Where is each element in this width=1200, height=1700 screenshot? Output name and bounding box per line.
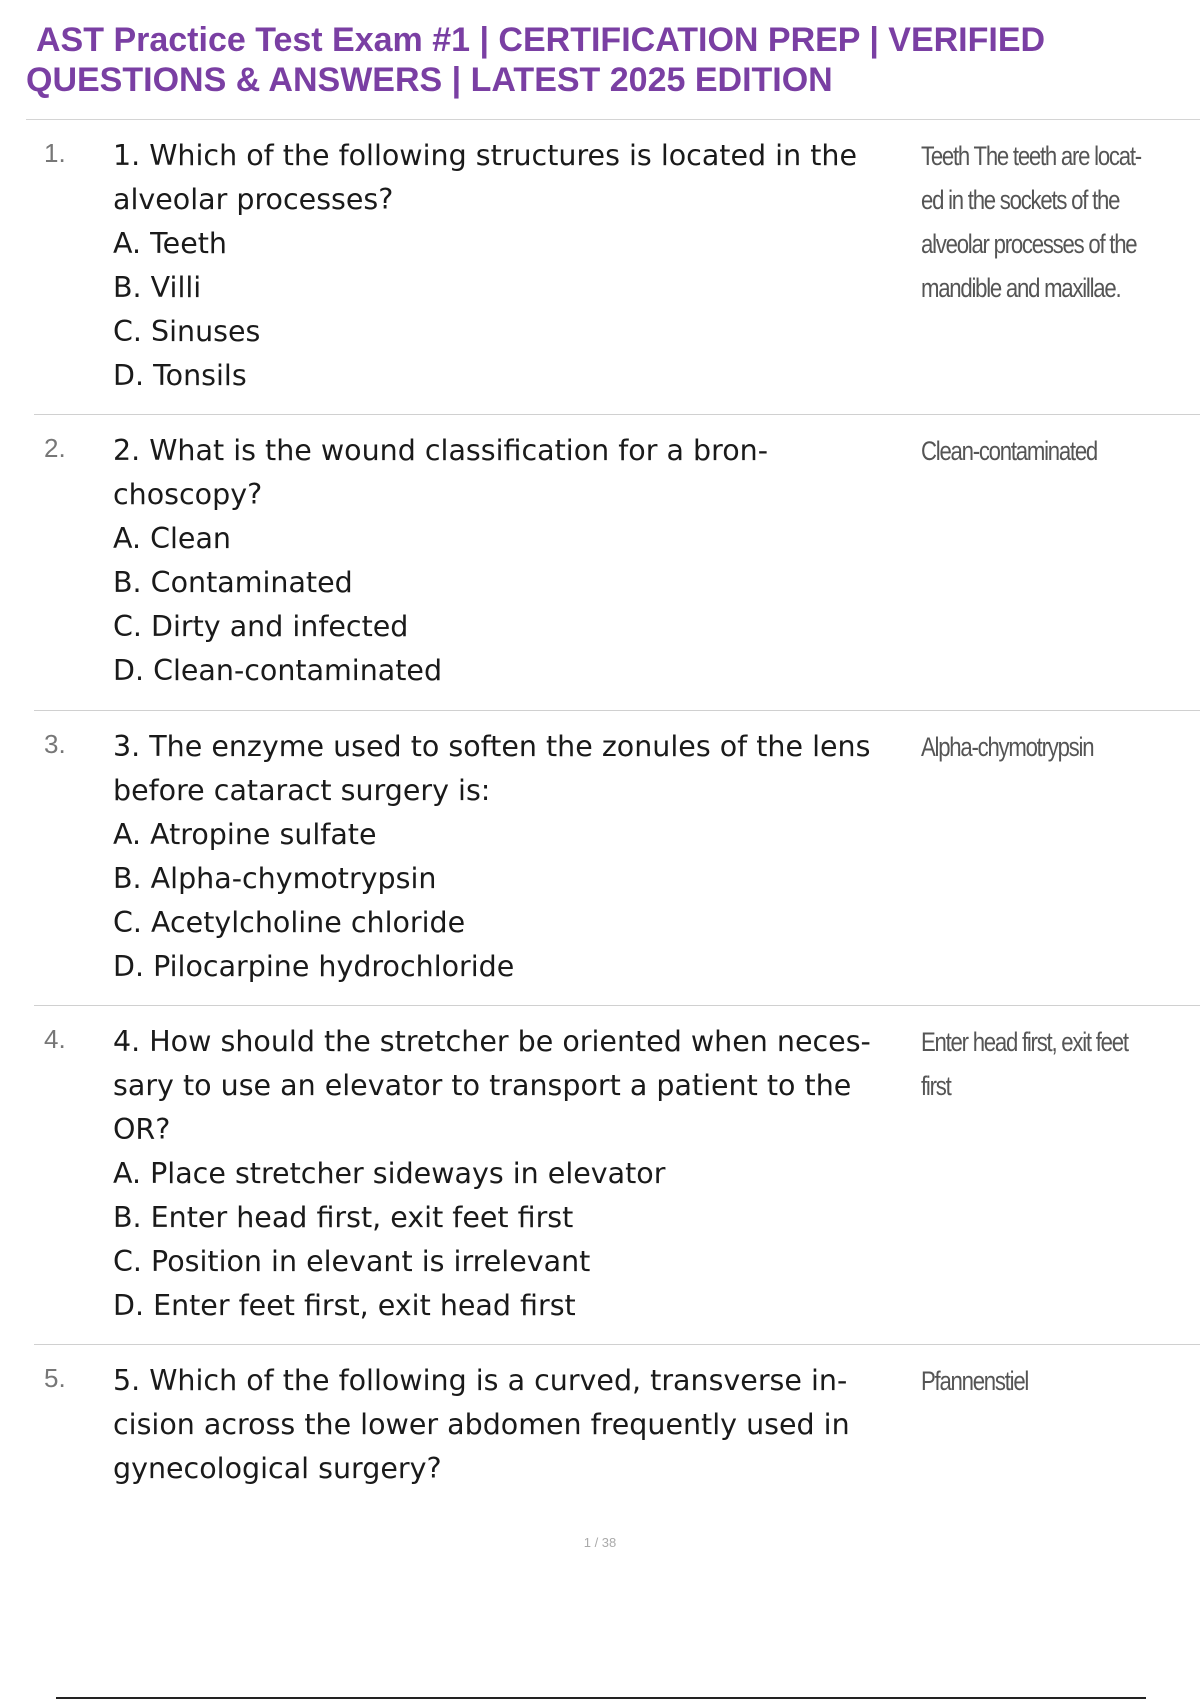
answer-explanation: [921, 725, 1200, 769]
answer-option: D. Enter feet first, exit head first: [113, 1289, 576, 1322]
question-text: alveolar processes?: [113, 183, 394, 216]
question-row: [34, 1345, 1200, 1505]
question-body: [113, 1020, 938, 1328]
answer-option: A. Clean: [113, 522, 231, 555]
question-text: OR?: [113, 1113, 171, 1146]
answer-option: D. Tonsils: [113, 359, 247, 392]
answer-line: alveolar processes of the: [921, 229, 1137, 259]
question-text: 1. Which of the following structures is located in the: [113, 139, 857, 172]
question-number: 2.: [44, 433, 66, 463]
answer-line: Enter head first, exit feet: [921, 1027, 1128, 1057]
question-row: [34, 1006, 1200, 1345]
question-row: [34, 415, 1200, 711]
question-number: 4.: [44, 1024, 66, 1054]
document-title: [26, 20, 1176, 100]
answer-line: Alpha-chymotrypsin: [921, 732, 1094, 762]
question-text: before cataract surgery is:: [113, 774, 491, 807]
question-number: 5.: [44, 1363, 66, 1393]
answer-option: C. Acetylcholine chloride: [113, 906, 466, 939]
question-list: [0, 120, 1200, 1505]
answer-option: C. Position in elevant is irrelevant: [113, 1245, 591, 1278]
question-text: gynecological surgery?: [113, 1452, 442, 1485]
question-text: choscopy?: [113, 478, 263, 511]
question-body: [113, 134, 938, 398]
answer-explanation: [921, 1020, 1200, 1108]
title-line: AST Practice Test Exam #1 | CERTIFICATION PREP | VERIFIED: [36, 21, 1046, 59]
question-text: 5. Which of the following is a curved, transverse in-: [113, 1364, 848, 1397]
question-text: cision across the lower abdomen frequently used in: [113, 1408, 850, 1441]
question-text: 4. How should the stretcher be oriented when neces-: [113, 1025, 871, 1058]
question-body: [113, 1359, 938, 1491]
question-body: [113, 429, 938, 693]
page-number: 1 / 38: [583, 1535, 617, 1550]
answer-option: A. Atropine sulfate: [113, 818, 377, 851]
question-text: 2. What is the wound classification for a bron-: [113, 434, 769, 467]
question-text: sary to use an elevator to transport a patient to the: [113, 1069, 852, 1102]
answer-option: B. Villi: [113, 271, 202, 304]
answer-option: C. Dirty and infected: [113, 610, 409, 643]
answer-option: B. Enter head first, exit feet first: [113, 1201, 574, 1234]
answer-explanation: [921, 134, 1200, 310]
answer-option: A. Place stretcher sideways in elevator: [113, 1157, 666, 1190]
answer-line: Clean-contaminated: [921, 436, 1098, 466]
answer-explanation: [921, 429, 1200, 473]
answer-line: Pfannenstiel: [921, 1366, 1029, 1396]
answer-option: B. Alpha-chymotrypsin: [113, 862, 437, 895]
answer-option: D. Clean-contaminated: [113, 654, 443, 687]
question-body: [113, 725, 938, 989]
question-row: [34, 120, 1200, 415]
question-row: [34, 711, 1200, 1006]
question-text: 3. The enzyme used to soften the zonules of the lens: [113, 730, 871, 763]
answer-option: D. Pilocarpine hydrochloride: [113, 950, 515, 983]
answer-option: B. Contaminated: [113, 566, 353, 599]
answer-option: A. Teeth: [113, 227, 227, 260]
answer-option: C. Sinuses: [113, 315, 261, 348]
title-line: QUESTIONS & ANSWERS | LATEST 2025 EDITION: [26, 61, 833, 99]
answer-line: mandible and maxillae.: [921, 273, 1121, 303]
answer-line: ed in the sockets of the: [921, 185, 1120, 215]
answer-line: Teeth The teeth are locat-: [921, 141, 1141, 171]
bottom-divider: [56, 1697, 1146, 1699]
question-number: 3.: [44, 729, 66, 759]
question-number: 1.: [44, 138, 66, 168]
answer-explanation: [921, 1359, 1200, 1403]
answer-line: first: [921, 1071, 951, 1101]
